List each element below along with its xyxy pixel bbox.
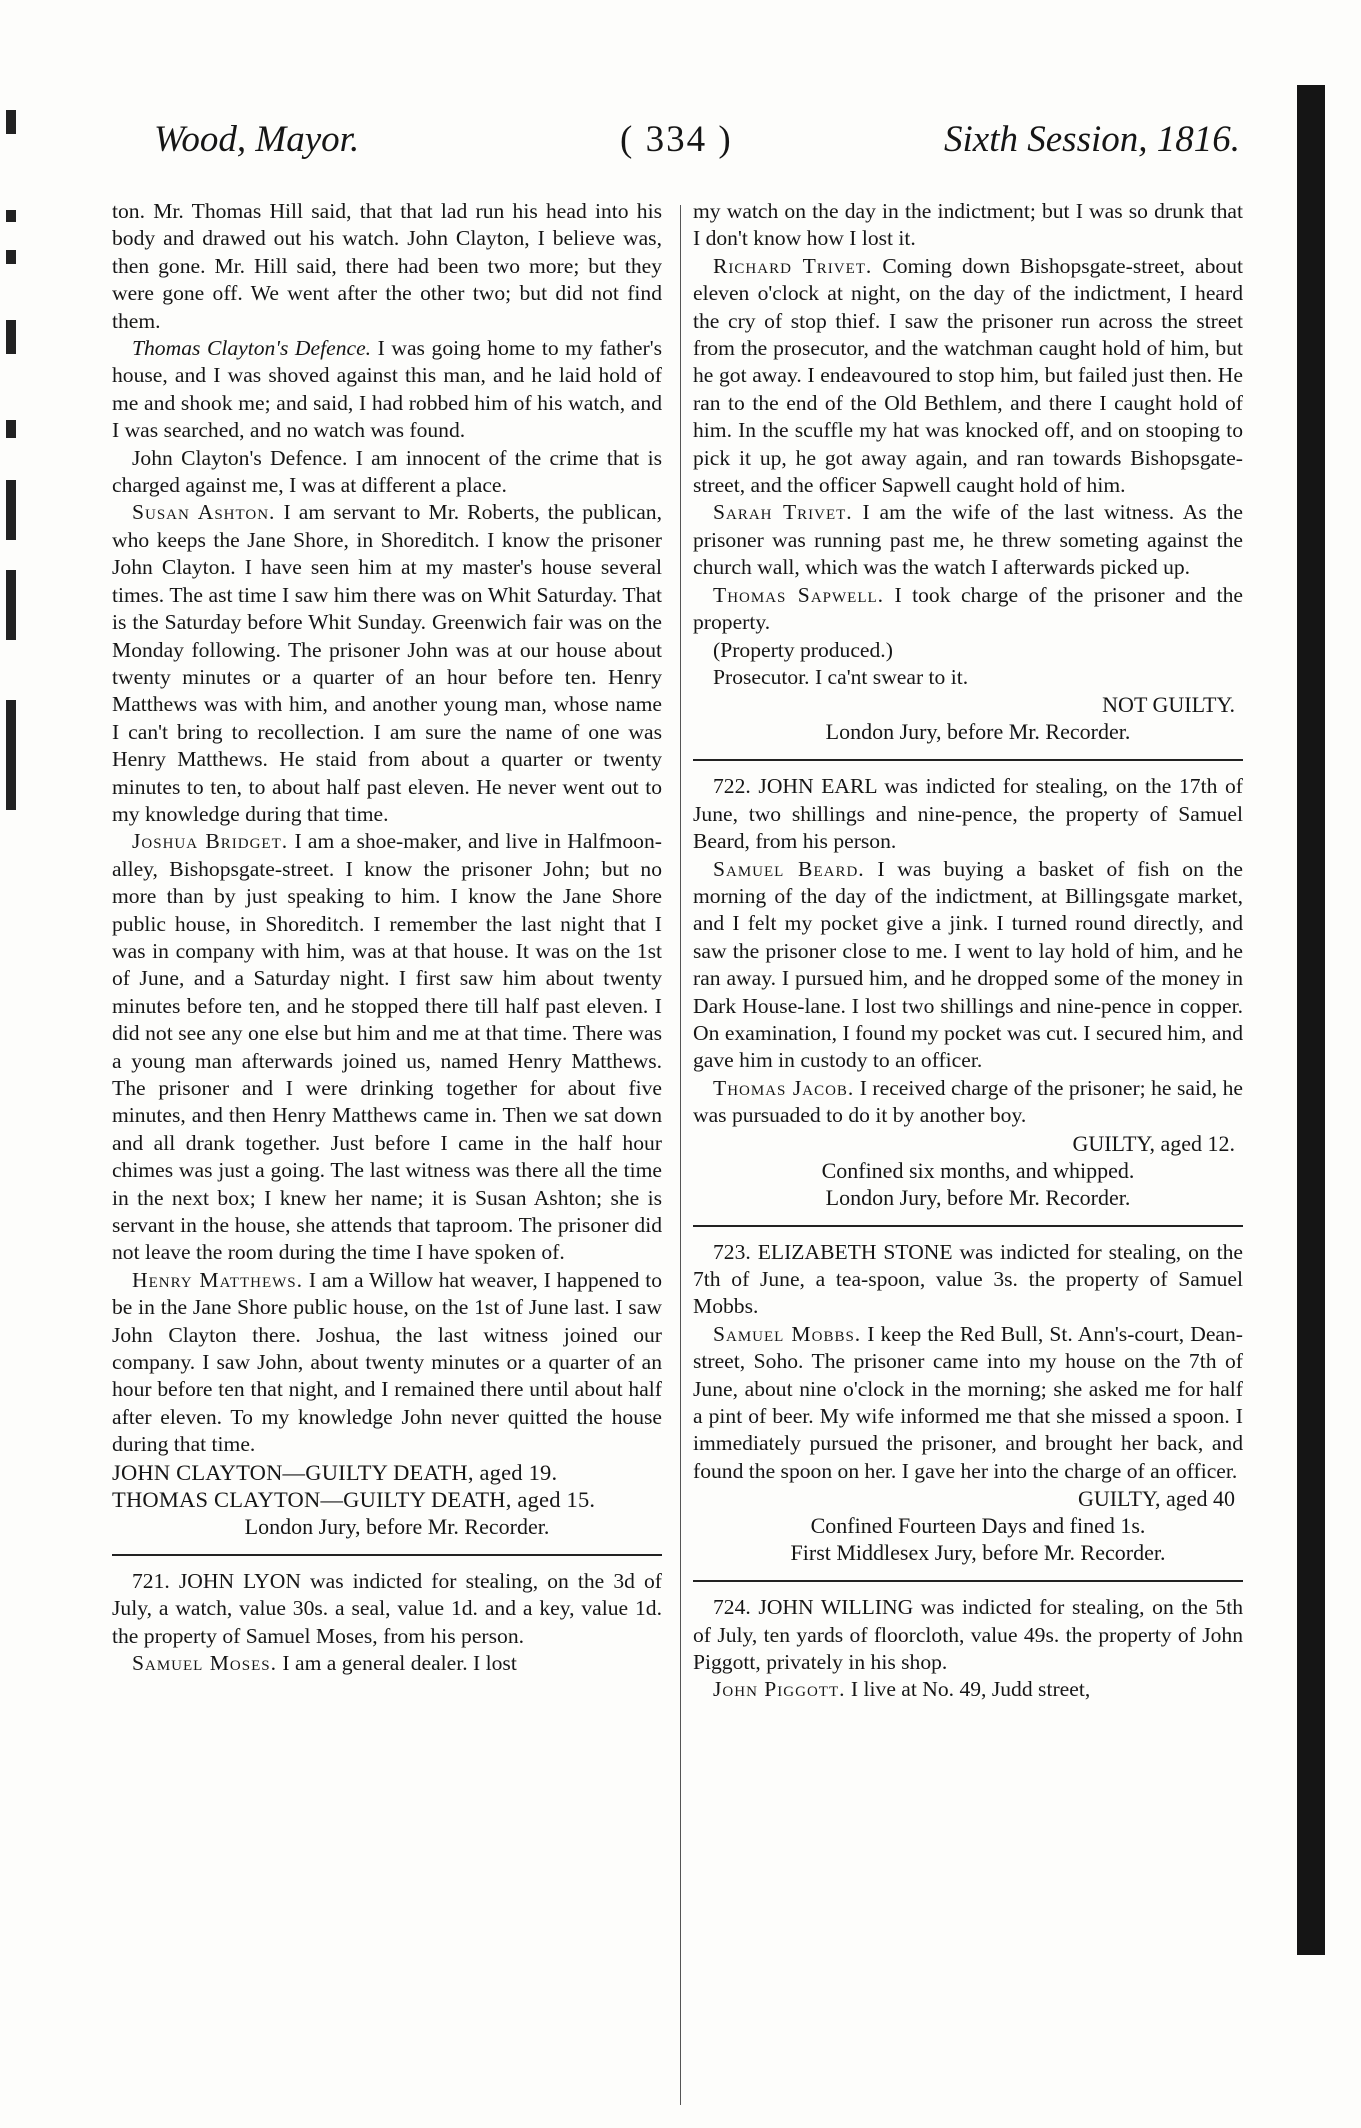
column-divider (680, 205, 681, 2105)
verdict: NOT GUILTY. (1102, 692, 1235, 718)
speaker-label: John Clayton's Defence. (132, 445, 348, 470)
paragraph: Thomas Clayton's Defence. I was going home to my father's house, and I was shoved against this man, and he laid hold of me and shook me; and said, I had robbed him of his watch, and I was searched, and no watch was found. (112, 336, 662, 443)
jury-line: London Jury, before Mr. Recorder. (825, 719, 1131, 745)
paragraph: John Piggott. I live at No. 49, Judd street, (713, 1677, 1091, 1702)
case-723: 723. ELIZABETH STONE was indicted for stealing, on the 7th of June, a tea-spoon, value 3s. the property of Samuel Mobbs. (693, 1239, 1243, 1319)
paragraph: (Property produced.) (713, 637, 893, 662)
paragraph: ton. Mr. Thomas Hill said, that that lad run his head into his body and drawed out his watch. John Clayton, I believe was, then gone. Mr. Hill said, there had been two more; but they were gone off. We went after the other two; but did not find them. (112, 199, 662, 333)
right-column (693, 198, 1243, 1704)
paragraph: Thomas Jacob. I received charge of the prisoner; he said, he was pursuaded to do it by another boy. (693, 1075, 1243, 1128)
witness-name: Thomas Jacob. (713, 1075, 855, 1100)
speaker-label: Thomas Clayton's Defence. (132, 336, 372, 361)
paragraph: Prosecutor. I ca'nt swear to it. (713, 664, 969, 689)
jury-line: First Middlesex Jury, before Mr. Recorder. (790, 1540, 1166, 1566)
witness-name: Thomas Sapwell. (713, 582, 885, 607)
section-rule (693, 1580, 1243, 1582)
section-rule (112, 1554, 662, 1556)
jury-line: London Jury, before Mr. Recorder. (244, 1513, 550, 1539)
page-edge-shadow (1297, 85, 1325, 1955)
paragraph: Richard Trivet. Coming down Bishopsgate-street, about eleven o'clock at night, on the day of the indictment, I heard the cry of stop thief. I saw the prisoner run across the street from the prosecutor, and the watchman caught hold of him, but he got away. I endeavoured to stop him, but failed just then. He ran to the end of the Old Bethlem, and there I caught hold of him. In the scuffle my hat was knocked off, and on stooping to pick it up, he got away again, and ran towards Bishopsgate-street, and the officer Sapwell caught hold of him. (693, 253, 1243, 498)
case-724: 724. JOHN WILLING was indicted for stealing, on the 5th of July, ten yards of floorcloth, value 49s. the property of John Piggott, privately in his shop. (693, 1595, 1243, 1675)
witness-name: John Piggott. (713, 1677, 846, 1702)
verdict: JOHN CLAYTON—GUILTY DEATH, aged 19. (112, 1459, 558, 1485)
header-right: Sixth Session, 1816. (944, 119, 1240, 160)
paragraph: Samuel Moses. I am a general dealer. I lost (132, 1650, 517, 1675)
paragraph: Samuel Beard. I was buying a basket of fish on the morning of the day of the indictment, at Billingsgate market, and I felt my pocket give a jink. I turned round directly, and saw the prisoner close to me. I went to lay hold of him, and he ran away. I pursued him, and he dropped some of the money in Dark House-lane. I lost two shillings and nine-pence in copper. On examination, I found my pocket was cut. I secured him, and gave him in custody to an officer. (693, 856, 1243, 1073)
paragraph: John Clayton's Defence. I am innocent of the crime that is charged against me, I was at different a place. (112, 445, 662, 498)
witness-name: Susan Ashton. (132, 500, 276, 525)
witness-name: Joshua Bridget. (132, 829, 289, 854)
paragraph: my watch on the day in the indictment; but I was so drunk that I don't know how I lost it. (693, 199, 1243, 251)
section-rule (693, 1225, 1243, 1227)
paragraph: Joshua Bridget. I am a shoe-maker, and live in Halfmoon-alley, Bishopsgate-street. I know the prisoner John; but no more than by just speaking to him. I know the Jane Shore public house, in Shoreditch. I remember the last night that I was in company with him, was at that house. It was on the 1st of June, and a Saturday night. I first saw him about twenty minutes before ten, and he stopped there till half past eleven. I did not see any one else but him and me at that time. There was a young man afterwards joined us, named Henry Matthews. The prisoner and I were drinking together for about five minutes, and then Henry Matthews came in. Then we sat down and all drank together. Just before I came in the half hour chimes was just a going. The last witness was there all the time in the next box; I knew her name; it is Susan Ashton; she is servant in the house, she attends that taproom. The prisoner did not leave the room during the time I have spoken of. (112, 829, 662, 1265)
verdict: THOMAS CLAYTON—GUILTY DEATH, aged 15. (112, 1486, 596, 1512)
witness-name: Sarah Trivet. (713, 500, 853, 525)
section-rule (693, 759, 1243, 761)
left-column (112, 198, 662, 1677)
header-left: Wood, Mayor. (154, 119, 360, 160)
paragraph: Sarah Trivet. I am the wife of the last witness. As the prisoner was running past me, he threw someting against the church wall, which was the watch I afterwards picked up. (693, 500, 1243, 580)
paragraph: Samuel Mobbs. I keep the Red Bull, St. Ann's-court, Dean-street, Soho. The prisoner came into my house on the 7th of June, about nine o'clock in the morning; she asked me for half a pint of beer. My wife informed me that she missed a spoon. I immediately pursued the prisoner, and brought her back, and found the spoon on her. I gave her into the charge of an officer. (693, 1321, 1243, 1483)
verdict: GUILTY, aged 40 (1077, 1486, 1235, 1512)
sentence-line: Confined six months, and whipped. (821, 1157, 1135, 1183)
witness-name: Henry Matthews. (132, 1267, 304, 1292)
witness-name: Samuel Beard. (713, 856, 865, 881)
paragraph: Susan Ashton. I am servant to Mr. Roberts, the publican, who keeps the Jane Shore, in Shoreditch. I know the prisoner John Clayton. I have seen him at my master's house several times. The ast time I saw him there was on Whit Saturday. That is the Saturday before Whit Sunday. Greenwich fair was on the Monday following. The prisoner John was at our house about twenty minutes or a quarter of an hour before ten. Henry Matthews was with him, and another young man, whose name I can't bring to recollection. I am sure the name of one was Henry Matthews. He staid from about a quarter or twenty minutes to ten, to about half past eleven. He never went out to my knowledge during that time. (112, 500, 663, 826)
verdict: GUILTY, aged 12. (1072, 1130, 1235, 1156)
paragraph: Thomas Sapwell. I took charge of the prisoner and the property. (693, 582, 1243, 635)
sentence-line: Confined Fourteen Days and fined 1s. (810, 1513, 1146, 1539)
witness-name: Samuel Mobbs. (713, 1321, 862, 1346)
witness-name: Samuel Moses. (132, 1650, 278, 1675)
page-number: ( 334 ) (620, 119, 733, 160)
witness-name: Richard Trivet. (713, 253, 873, 278)
jury-line: London Jury, before Mr. Recorder. (825, 1184, 1131, 1210)
case-722: 722. JOHN EARL was indicted for stealing, on the 17th of June, two shillings and nine-pence, the property of Samuel Beard, from his person. (693, 774, 1243, 854)
paragraph: Henry Matthews. I am a Willow hat weaver, I happened to be in the Jane Shore public house, on the 1st of June last. I saw John Clayton there. Joshua, the last witness joined our company. I saw John, about twenty minutes or a quarter of an hour before ten that night, and I remained there until about half after eleven. To my knowledge John never quitted the house during that time. (112, 1267, 663, 1457)
page-header (140, 118, 1240, 174)
case-721: 721. JOHN LYON was indicted for stealing, on the 3d of July, a watch, value 30s. a seal, value 1d. and a key, value 1d. the property of Samuel Moses, from his person. (112, 1568, 662, 1648)
binding-edge-marks (6, 100, 24, 1900)
